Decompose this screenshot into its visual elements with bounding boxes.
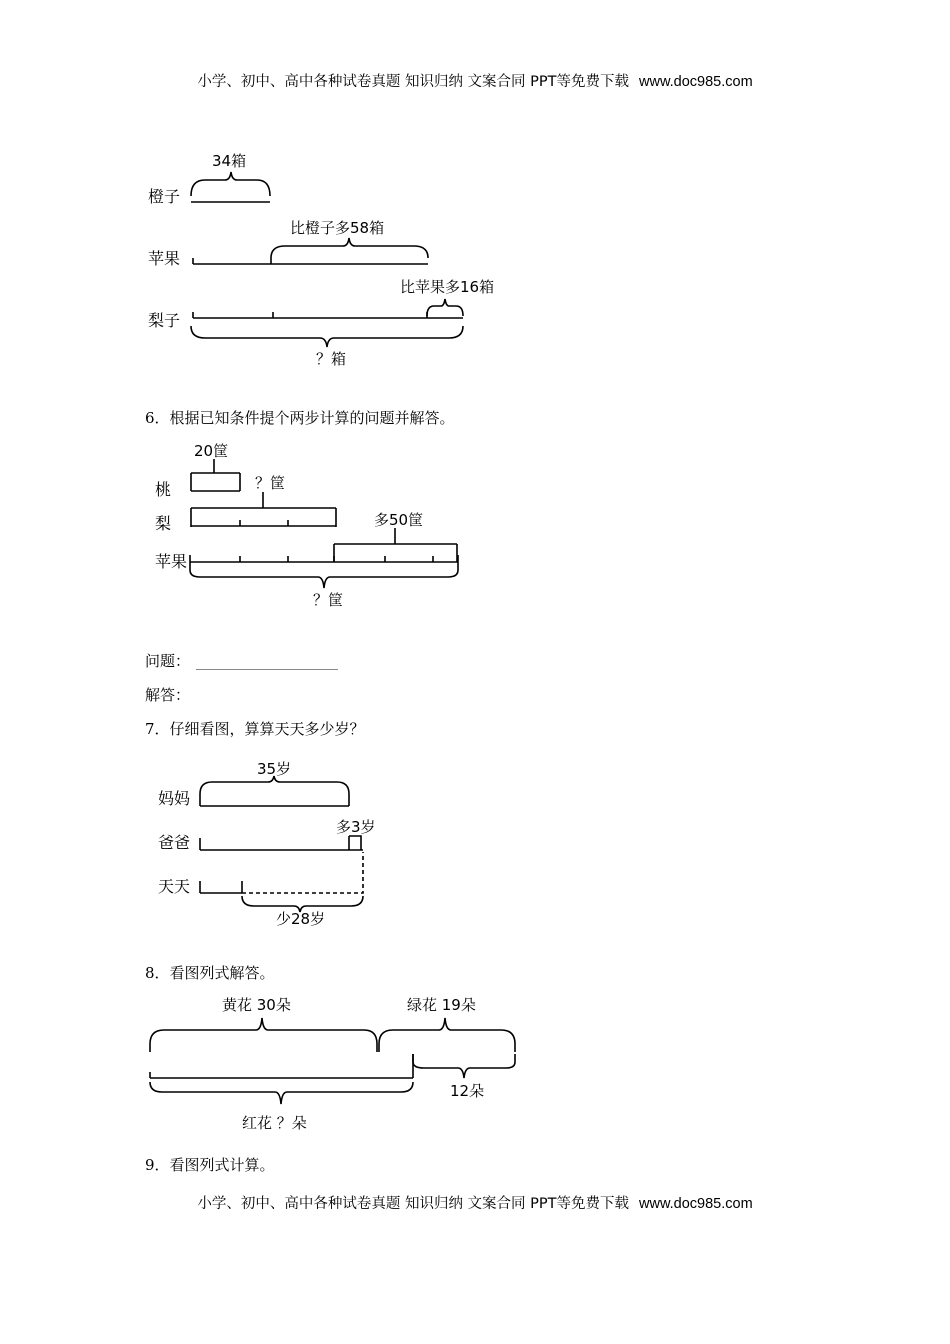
q7-row-tian: 天天 (158, 877, 191, 896)
q6-row-apple: 苹果 (155, 552, 188, 571)
q8-diagram (150, 996, 515, 1132)
q8-yellow-brace (150, 1018, 377, 1052)
q7-tian-bar (200, 881, 242, 893)
header-text: 小学、初中、高中各种试卷真题 知识归纳 文案合同 PPT等免费下载 (197, 74, 630, 90)
q8-label-yellow: 黄花 30朵 (222, 996, 291, 1014)
fig5-label-total: ？箱 (316, 350, 347, 368)
q8-label-green: 绿花 19朵 (407, 996, 476, 1014)
q8-green-brace (379, 1018, 515, 1052)
question-8: 8．看图列式解答。 (145, 964, 275, 982)
fig5-pear-brace (427, 299, 463, 316)
q8-label-red: 红花 ？朵 (242, 1114, 307, 1132)
q6-row-peach: 桃 (155, 480, 172, 499)
q7-label-less: 少28岁 (276, 910, 326, 928)
fig5-total-brace (191, 326, 463, 347)
fig5-diagram (148, 152, 494, 368)
q8-red-brace (150, 1082, 413, 1104)
q6-label-total: ？筐 (313, 591, 344, 609)
q7-row-mom: 妈妈 (158, 789, 191, 808)
q6-pear-bar (191, 492, 336, 527)
fig5-pear-bar (193, 312, 463, 318)
fig5-label-pear: 比苹果多16箱 (400, 278, 495, 296)
q6-label-more: 多50筐 (374, 511, 424, 529)
q6-diagram (155, 442, 458, 609)
q6-answer-label: 解答： (145, 686, 191, 704)
q7-mom-brace (200, 776, 349, 794)
q8-red-bar (150, 1054, 413, 1078)
fig5-label-34: 34箱 (212, 152, 247, 170)
q6-peach-bar (191, 459, 240, 491)
fig5-orange-brace (191, 172, 270, 196)
q7-label-dad: 多3岁 (336, 818, 376, 836)
footer-text: 小学、初中、高中各种试卷真题 知识归纳 文案合同 PPT等免费下载 (197, 1196, 630, 1212)
q7-dad-bar (200, 836, 363, 850)
q6-question-blank[interactable] (196, 655, 338, 670)
q7-dashed-line (242, 852, 363, 893)
fig5-label-apple: 比橙子多58箱 (290, 219, 385, 237)
question-9: 9．看图列式计算。 (145, 1156, 275, 1174)
q6-row-pear: 梨 (155, 514, 172, 533)
q6-more-brace (334, 528, 457, 562)
fig5-apple-brace (271, 238, 428, 258)
q6-label-pear: ？筐 (255, 474, 286, 492)
q7-label-35: 35岁 (257, 760, 292, 778)
q7-diagram (158, 760, 376, 928)
q6-apple-bar (190, 555, 458, 570)
q6-question-line (145, 650, 338, 671)
header-site: www.doc985.com (639, 74, 753, 90)
footer-site: www.doc985.com (639, 1196, 753, 1212)
q6-label-20: 20筐 (194, 442, 229, 460)
fig5-row-pear: 梨子 (148, 311, 181, 330)
question-6: 6．根据已知条件提个两步计算的问题并解答。 (145, 409, 455, 427)
q7-mom-bar (200, 794, 349, 806)
q8-12-brace (413, 1054, 515, 1078)
question-7: 7．仔细看图，算算天天多少岁？ (145, 720, 365, 738)
fig5-row-apple: 苹果 (148, 249, 181, 268)
page-footer (0, 1192, 950, 1213)
q6-total-brace (190, 570, 458, 588)
q8-label-12: 12朵 (450, 1082, 485, 1100)
q6-question-label: 问题： (145, 652, 191, 670)
fig5-row-orange: 橙子 (148, 187, 181, 206)
fig5-apple-bar (193, 258, 428, 264)
q7-row-dad: 爸爸 (158, 833, 191, 852)
